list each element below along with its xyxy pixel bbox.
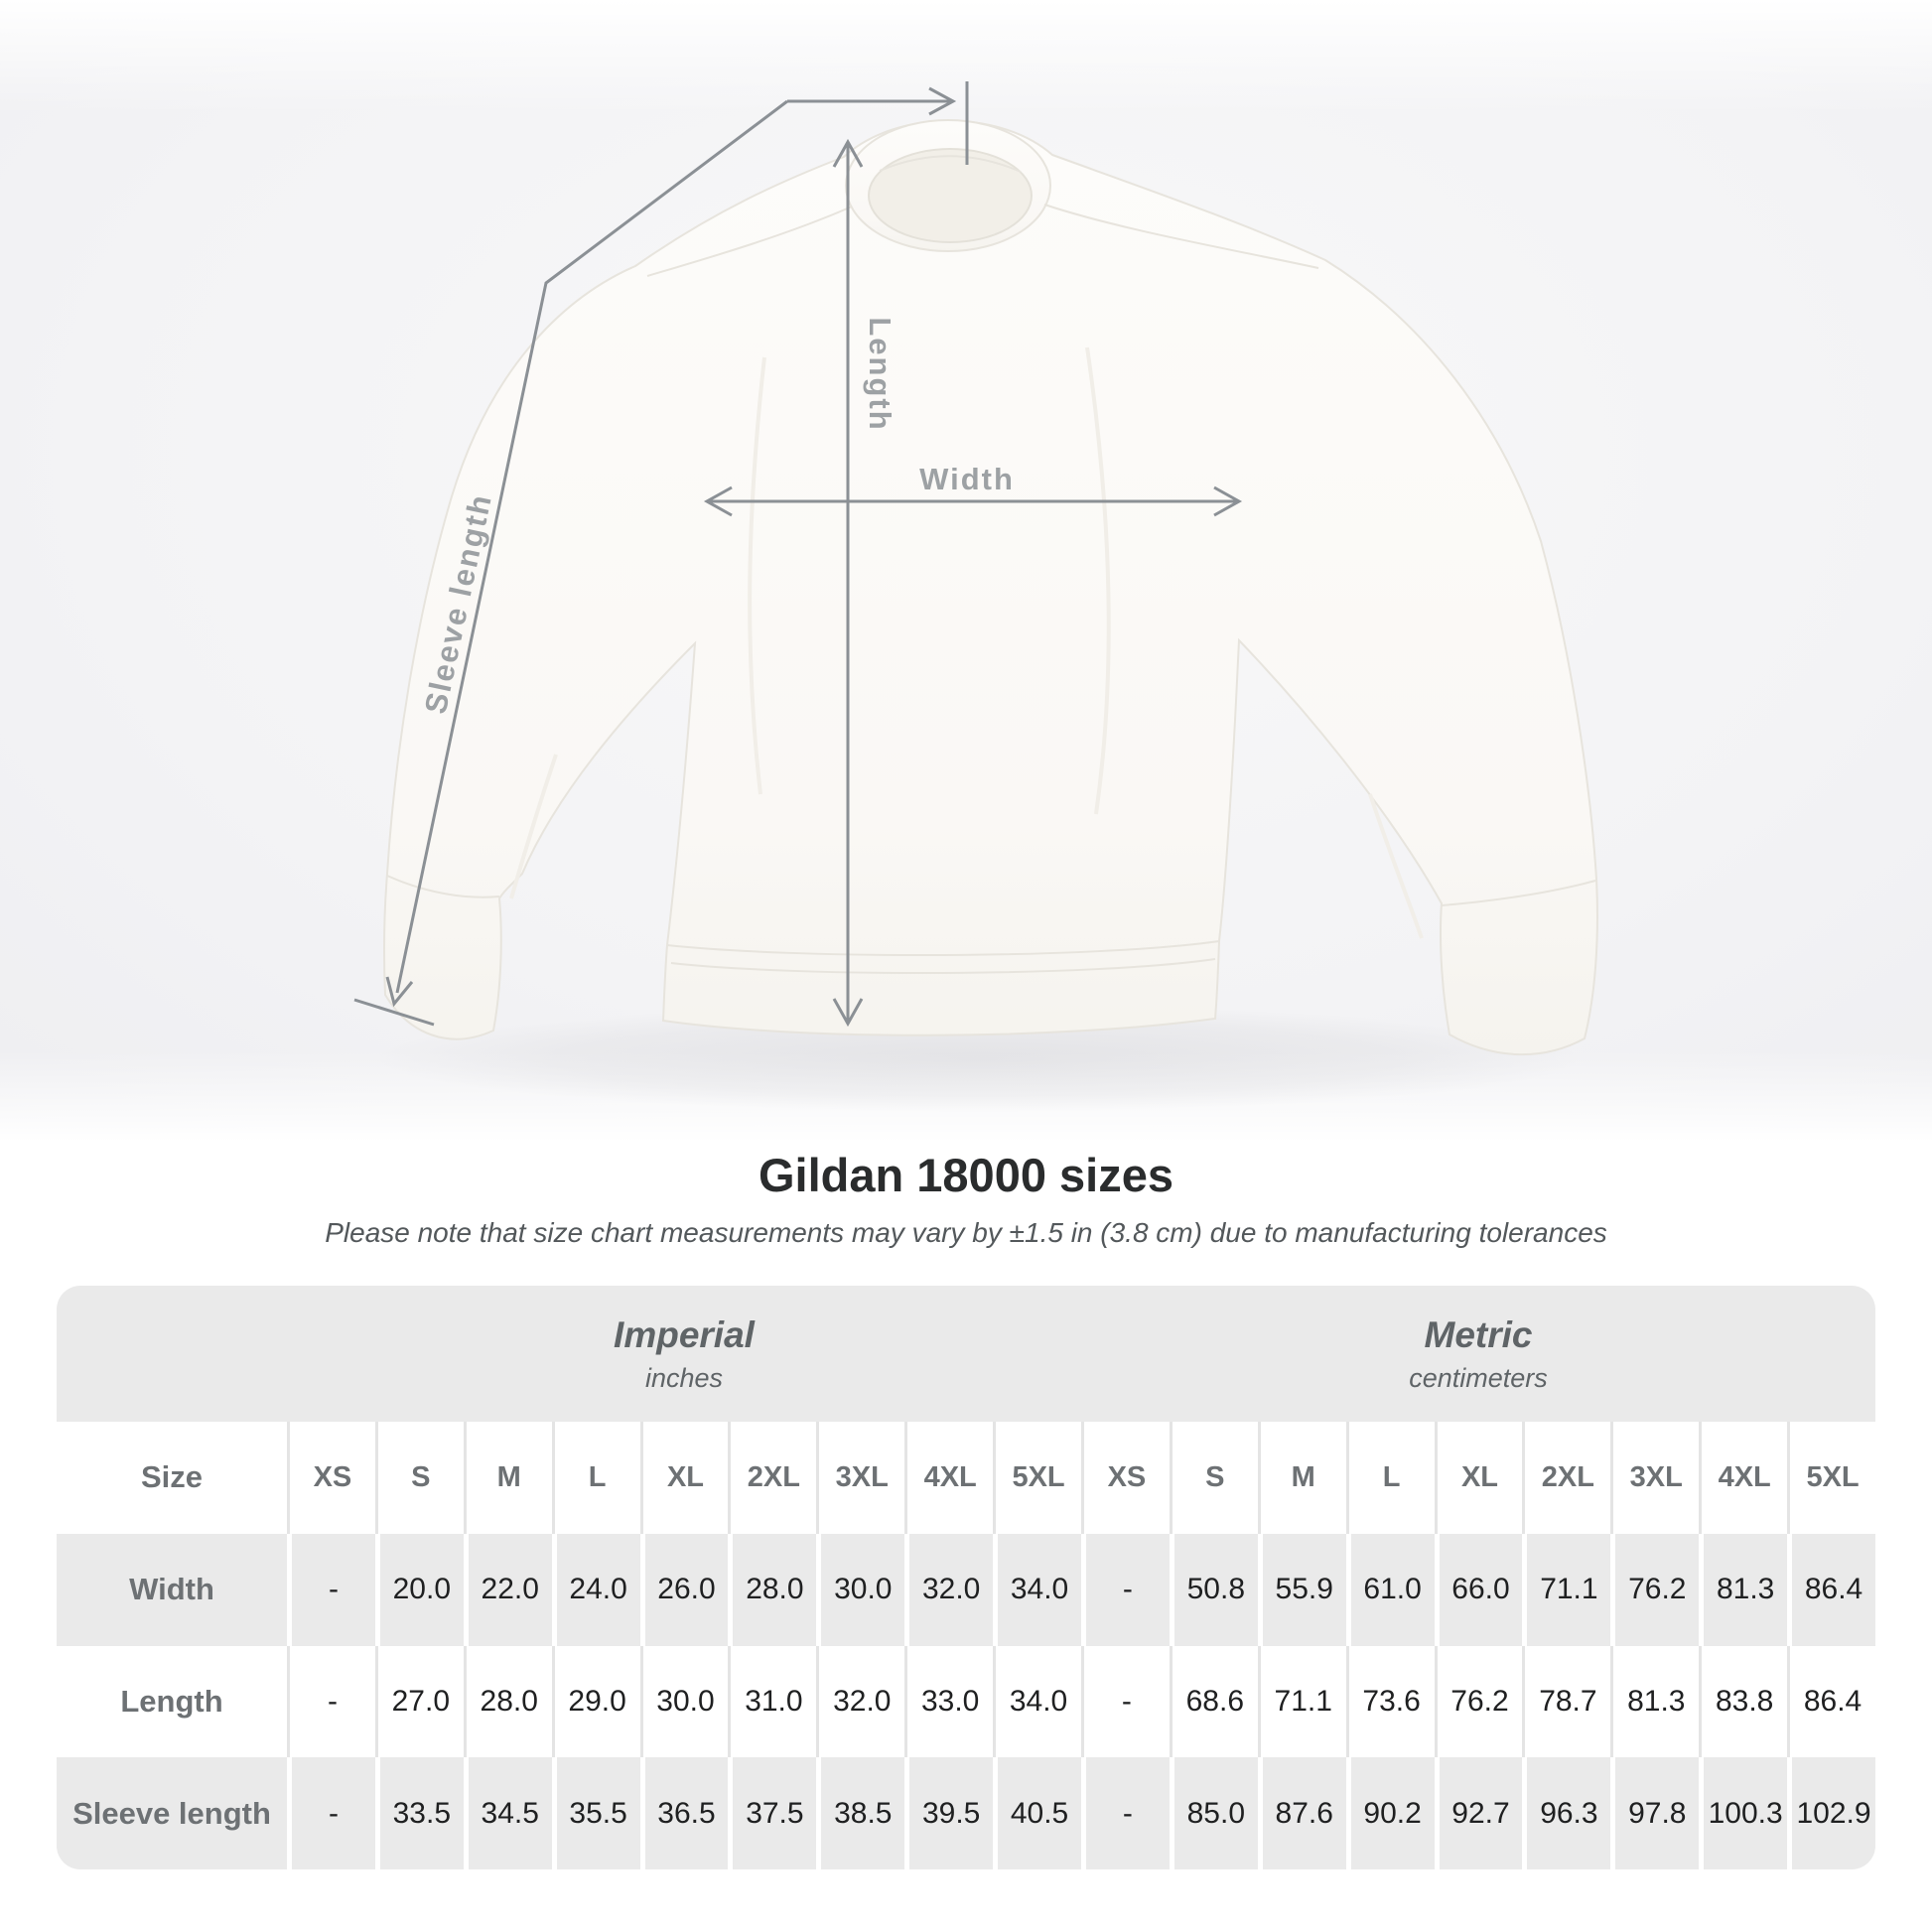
- table-cell: 32.0: [816, 1646, 904, 1758]
- table-cell: 97.8: [1610, 1757, 1699, 1869]
- imperial-unit: inches: [644, 1362, 724, 1393]
- row-label: Length: [120, 1683, 223, 1719]
- sweatshirt-body: [384, 120, 1597, 1054]
- table-cell: 39.5: [904, 1757, 993, 1869]
- table-cell: 86.4: [1787, 1534, 1875, 1646]
- table-cell: S: [1170, 1422, 1258, 1534]
- band-spacer: [57, 1286, 287, 1422]
- table-cell: 73.6: [1346, 1646, 1435, 1758]
- table-cell: 5XL: [1787, 1422, 1875, 1534]
- table-cell: 78.7: [1522, 1646, 1610, 1758]
- table-cell: 4XL: [904, 1422, 993, 1534]
- table-cell: 2XL: [1522, 1422, 1610, 1534]
- table-cell: 86.4: [1787, 1646, 1875, 1758]
- table-cell: 20.0: [375, 1534, 464, 1646]
- table-cell: 90.2: [1346, 1757, 1435, 1869]
- page-title: Gildan 18000 sizes: [758, 1149, 1174, 1201]
- table-cell: L: [552, 1422, 640, 1534]
- table-cell: 87.6: [1258, 1757, 1346, 1869]
- table-cell: 34.0: [993, 1534, 1081, 1646]
- metric-title: Metric: [1424, 1313, 1533, 1355]
- table-cell: 26.0: [640, 1534, 729, 1646]
- table-cell: -: [287, 1757, 375, 1869]
- table-cell: -: [1081, 1646, 1170, 1758]
- table-cell: 55.9: [1258, 1534, 1346, 1646]
- table-cell: 66.0: [1435, 1534, 1523, 1646]
- size-table-grid: [57, 1422, 1875, 1869]
- tolerance-note: Please note that size chart measurements may vary by ±1.5 in (3.8 cm) due to manufacturing tolerances: [325, 1217, 1607, 1248]
- table-cell: 81.3: [1610, 1646, 1699, 1758]
- table-cell: 34.0: [993, 1646, 1081, 1758]
- table-cell: 36.5: [640, 1757, 729, 1869]
- table-row: [57, 1646, 1875, 1758]
- table-cell: 71.1: [1258, 1646, 1346, 1758]
- table-row: [57, 1534, 1875, 1646]
- table-cell: 61.0: [1346, 1534, 1435, 1646]
- size-table: [57, 1286, 1875, 1869]
- table-cell: 102.9: [1787, 1757, 1875, 1869]
- table-cell: 35.5: [552, 1757, 640, 1869]
- table-cell: XS: [287, 1422, 375, 1534]
- table-cell: 30.0: [816, 1534, 904, 1646]
- table-cell: 3XL: [1610, 1422, 1699, 1534]
- table-cell: 28.0: [464, 1646, 552, 1758]
- table-cell: 50.8: [1170, 1534, 1258, 1646]
- table-row: [57, 1757, 1875, 1869]
- table-cell: 29.0: [552, 1646, 640, 1758]
- length-measure-label: Length: [863, 317, 897, 432]
- table-cell: 34.5: [464, 1757, 552, 1869]
- table-row: [57, 1422, 1875, 1534]
- table-cell: 2XL: [728, 1422, 816, 1534]
- table-cell: 100.3: [1699, 1757, 1787, 1869]
- table-cell: 38.5: [816, 1757, 904, 1869]
- table-cell: 4XL: [1699, 1422, 1787, 1534]
- table-cell: -: [1081, 1757, 1170, 1869]
- row-label: Width: [129, 1572, 214, 1607]
- table-cell: 28.0: [728, 1534, 816, 1646]
- table-cell: XL: [640, 1422, 729, 1534]
- table-cell: L: [1346, 1422, 1435, 1534]
- imperial-header: [287, 1286, 1081, 1422]
- table-cell: 27.0: [375, 1646, 464, 1758]
- table-cell: XL: [1435, 1422, 1523, 1534]
- table-cell: 30.0: [640, 1646, 729, 1758]
- table-cell: 40.5: [993, 1757, 1081, 1869]
- table-cell: 24.0: [552, 1534, 640, 1646]
- table-cell: XS: [1081, 1422, 1170, 1534]
- table-cell: 32.0: [904, 1534, 993, 1646]
- table-cell: 96.3: [1522, 1757, 1610, 1869]
- table-cell: 33.0: [904, 1646, 993, 1758]
- table-cell: -: [1081, 1534, 1170, 1646]
- table-cell: 68.6: [1170, 1646, 1258, 1758]
- table-cell: -: [287, 1534, 375, 1646]
- sleeve-length-measure-label: Sleeve length: [417, 489, 499, 717]
- table-cell: 31.0: [728, 1646, 816, 1758]
- table-cell: 3XL: [816, 1422, 904, 1534]
- table-cell: 81.3: [1699, 1534, 1787, 1646]
- size-corner-label: Size: [140, 1459, 204, 1495]
- metric-header: [1081, 1286, 1875, 1422]
- table-cell: -: [287, 1646, 375, 1758]
- table-cell: 76.2: [1610, 1534, 1699, 1646]
- table-cell: 92.7: [1435, 1757, 1523, 1869]
- collar-opening: [869, 149, 1032, 242]
- metric-unit: centimeters: [1409, 1362, 1548, 1393]
- row-label: Sleeve length: [72, 1795, 271, 1831]
- table-cell: 5XL: [993, 1422, 1081, 1534]
- table-cell: 22.0: [464, 1534, 552, 1646]
- table-cell: 37.5: [728, 1757, 816, 1869]
- table-cell: 76.2: [1435, 1646, 1523, 1758]
- table-cell: 33.5: [375, 1757, 464, 1869]
- table-cell: 85.0: [1170, 1757, 1258, 1869]
- table-cell: S: [375, 1422, 464, 1534]
- imperial-title: Imperial: [614, 1313, 755, 1355]
- table-cell: M: [464, 1422, 552, 1534]
- unit-header-band: [57, 1286, 1875, 1422]
- table-cell: 71.1: [1522, 1534, 1610, 1646]
- table-cell: M: [1258, 1422, 1346, 1534]
- table-cell: 83.8: [1699, 1646, 1787, 1758]
- width-measure-label: Width: [919, 462, 1015, 496]
